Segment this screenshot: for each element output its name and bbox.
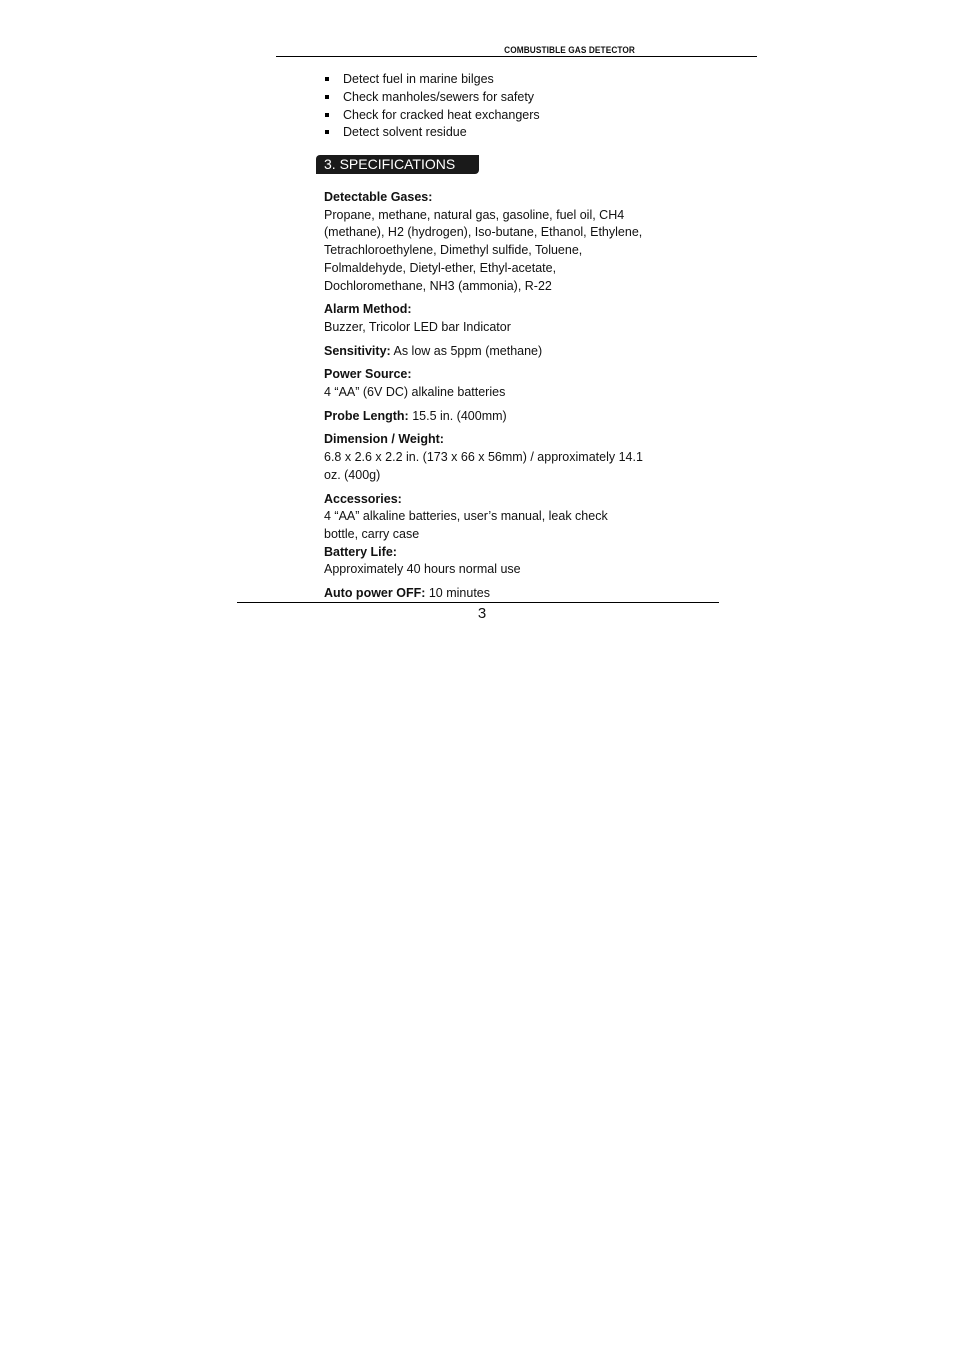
spec-dimension-weight [324, 431, 644, 484]
spec-label: Probe Length: [324, 408, 409, 423]
spec-detectable-gases [324, 189, 644, 295]
spec-label: Auto power OFF: [324, 586, 426, 601]
spec-label: Power Source: [324, 367, 412, 382]
spec-auto-power-off [324, 585, 644, 603]
spec-label: Battery Life: [324, 544, 397, 559]
specifications-list [324, 189, 644, 609]
spec-value: Approximately 40 hours normal use [324, 562, 521, 577]
spec-value: Propane, methane, natural gas, gasoline, fuel oil, CH4 (methane), H2 (hydrogen), Iso-butane, Ethanol, Ethylene, Tetrachloroethylene, Dimethyl sulfide, Toluene, Folmaldehyde, Dietyl-ether, Ethyl-acetate, Dochloromethane, NH3 (ammonia), R-22 [324, 207, 643, 293]
spec-value: 4 “AA” (6V DC) alkaline batteries [324, 385, 506, 400]
spec-label: Detectable Gases: [324, 190, 433, 204]
spec-value: Buzzer, Tricolor LED bar Indicator [324, 319, 511, 334]
spec-alarm-method [324, 301, 644, 336]
spec-power-source [324, 366, 644, 401]
spec-value: 10 minutes [428, 586, 491, 601]
spec-label: Alarm Method: [324, 302, 412, 317]
spec-value: 4 “AA” alkaline batteries, user’s manual, leak check bottle, carry case [324, 509, 608, 541]
spec-label: Sensitivity: [324, 343, 391, 358]
spec-probe-length [324, 408, 644, 426]
spec-value: 6.8 x 2.6 x 2.2 in. (173 x 66 x 56mm) / approximately 14.1 oz. (400g) [324, 450, 643, 482]
page-number: 3 [477, 605, 487, 622]
header-divider [276, 56, 757, 57]
list-item: Detect fuel in marine bilges [324, 71, 540, 89]
applications-list [324, 71, 540, 142]
spec-label: Accessories: [324, 491, 402, 506]
spec-label: Dimension / Weight: [324, 432, 444, 447]
section-heading: 3. SPECIFICATIONS [316, 155, 479, 174]
spec-accessories [324, 491, 644, 544]
spec-battery-life [324, 544, 644, 579]
running-header: COMBUSTIBLE GAS DETECTOR [504, 45, 635, 55]
list-item: Check manholes/sewers for safety [324, 89, 540, 107]
list-item: Check for cracked heat exchangers [324, 107, 540, 125]
spec-value: 15.5 in. (400mm) [412, 408, 507, 423]
footer-divider [237, 602, 719, 603]
spec-value: As low as 5ppm (methane) [393, 343, 543, 358]
spec-sensitivity [324, 343, 644, 361]
list-item: Detect solvent residue [324, 124, 540, 142]
